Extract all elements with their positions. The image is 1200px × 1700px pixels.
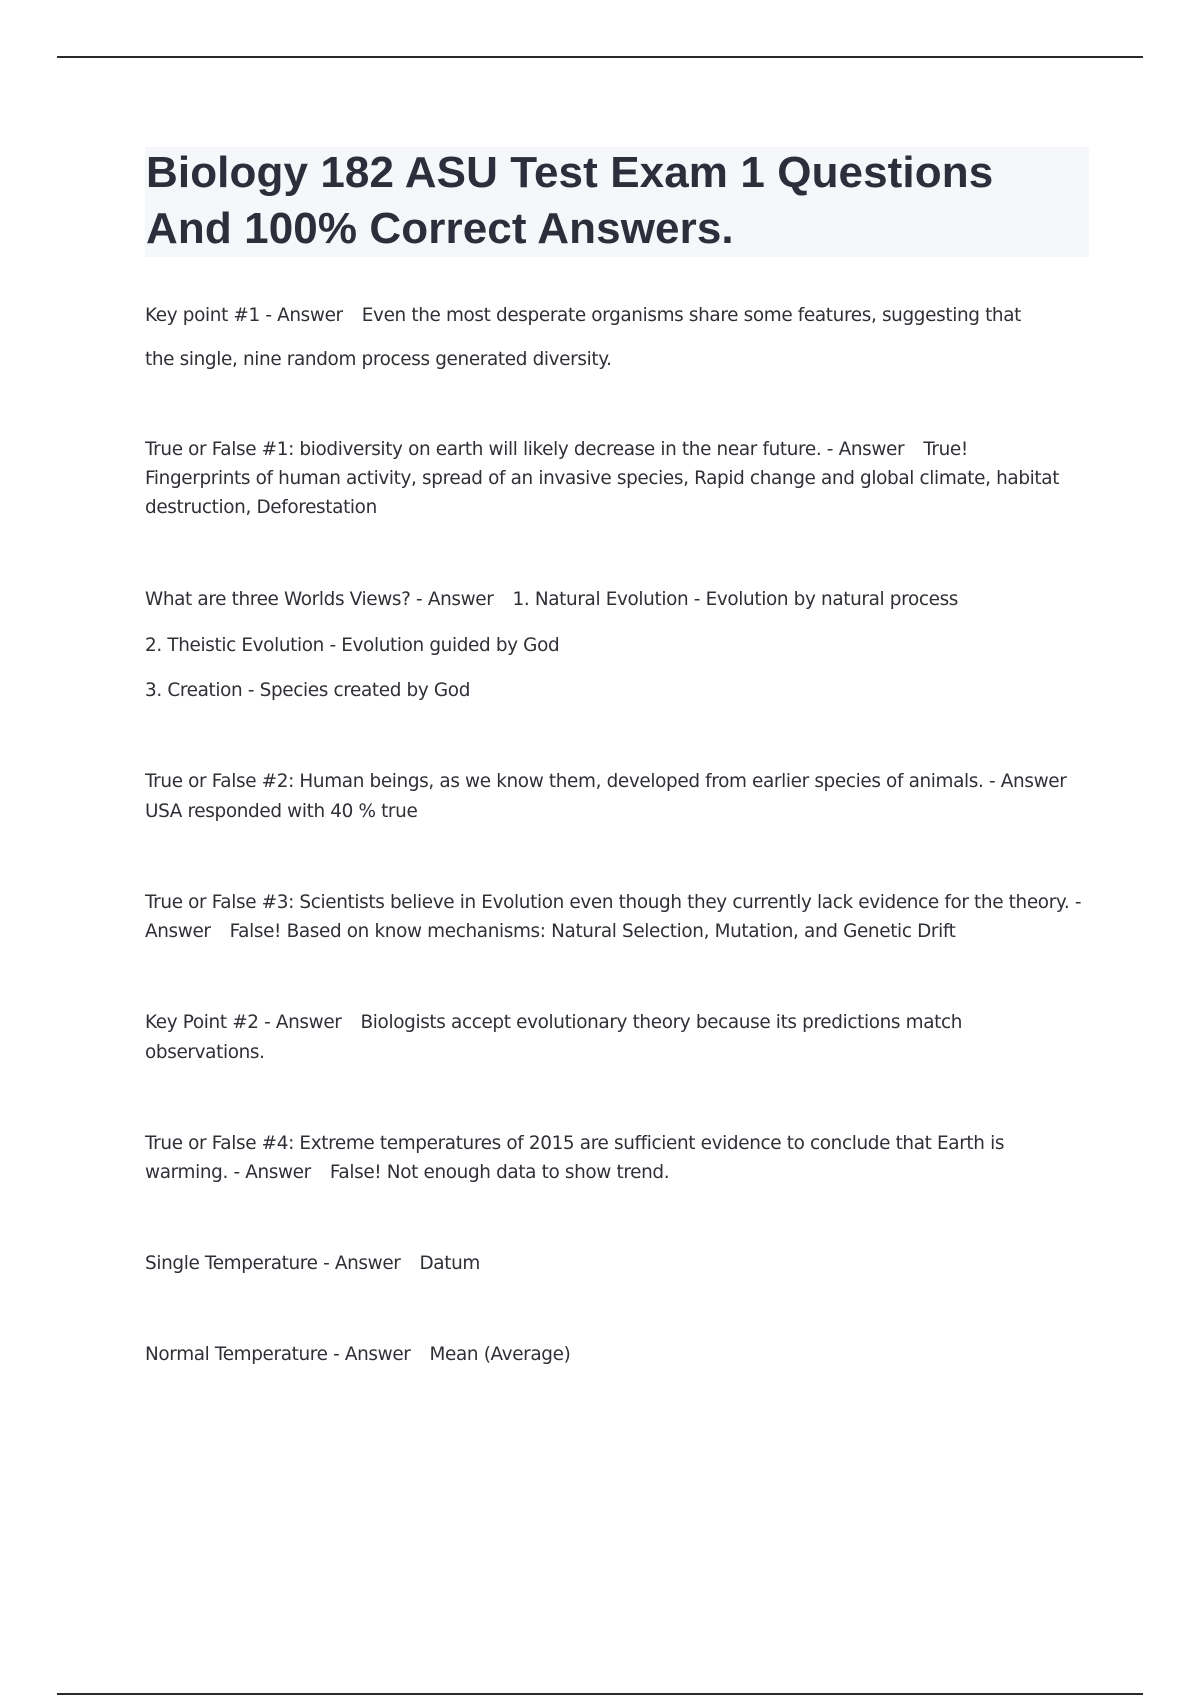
key-point-2-line-1: [145, 1009, 962, 1037]
tf-1-prompt: True or False #1: biodiversity on earth will likely decrease in the near future. - Answer: [145, 439, 905, 460]
tf-4-line-1: True or False #4: Extreme temperatures of 2015 are sufficient evidence to conclude that Earth is: [145, 1133, 1005, 1154]
single-temperature-answer: Datum: [419, 1253, 480, 1274]
tf-1-line-3: destruction, Deforestation: [145, 497, 377, 518]
key-point-2-prompt: Key Point #2 - Answer: [145, 1012, 342, 1033]
tf-3-answer-label: Answer: [145, 921, 211, 942]
title-line-2: And 100% Correct Answers.: [146, 204, 734, 253]
key-point-2-answer: Biologists accept evolutionary theory because its predictions match: [360, 1012, 963, 1033]
tf-2-line-1: True or False #2: Human beings, as we know them, developed from earlier species of animals. - Answer: [145, 771, 1067, 792]
key-point-1-answer: Even the most desperate organisms share some features, suggesting that: [361, 305, 1022, 326]
world-views-answer-3: 3. Creation - Species created by God: [145, 680, 471, 701]
world-views-answer-1: 1. Natural Evolution - Evolution by natural process: [512, 589, 959, 610]
bottom-divider: [57, 1693, 1143, 1695]
world-views-prompt: What are three Worlds Views? - Answer: [145, 589, 494, 610]
tf-4-prompt-end: warming. - Answer: [145, 1162, 311, 1183]
world-views-answer-2: 2. Theistic Evolution - Evolution guided by God: [145, 635, 560, 656]
normal-temperature-prompt: Normal Temperature - Answer: [145, 1344, 411, 1365]
key-point-1-prompt: Key point #1 - Answer: [145, 305, 343, 326]
single-temperature-prompt: Single Temperature - Answer: [145, 1253, 401, 1274]
world-views-line-1: [145, 586, 958, 614]
normal-temperature-answer: Mean (Average): [429, 1344, 571, 1365]
page-title: [146, 145, 1096, 257]
title-line-1: Biology 182 ASU Test Exam 1 Questions: [146, 148, 994, 197]
tf-1-answer: True!: [923, 439, 968, 460]
normal-temperature-line: [145, 1341, 570, 1369]
single-temperature-line: [145, 1250, 480, 1278]
tf-4-line-2: [145, 1159, 669, 1187]
tf-2-line-2: USA responded with 40 % true: [145, 801, 418, 822]
key-point-1-line-2: the single, nine random process generated diversity.: [145, 349, 612, 370]
key-point-1-line-1: [145, 302, 1021, 330]
tf-4-answer: False! Not enough data to show trend.: [329, 1162, 670, 1183]
top-divider: [57, 56, 1143, 58]
tf-3-line-2: [145, 918, 956, 946]
tf-3-line-1: True or False #3: Scientists believe in Evolution even though they currently lack evidence for the theory. -: [145, 892, 1082, 913]
tf-3-answer: False! Based on know mechanisms: Natural Selection, Mutation, and Genetic Drift: [229, 921, 956, 942]
tf-1-line-2: Fingerprints of human activity, spread of an invasive species, Rapid change and global climate, habitat: [145, 468, 1060, 489]
key-point-2-line-2: observations.: [145, 1042, 265, 1063]
tf-1-line-1: [145, 436, 968, 464]
